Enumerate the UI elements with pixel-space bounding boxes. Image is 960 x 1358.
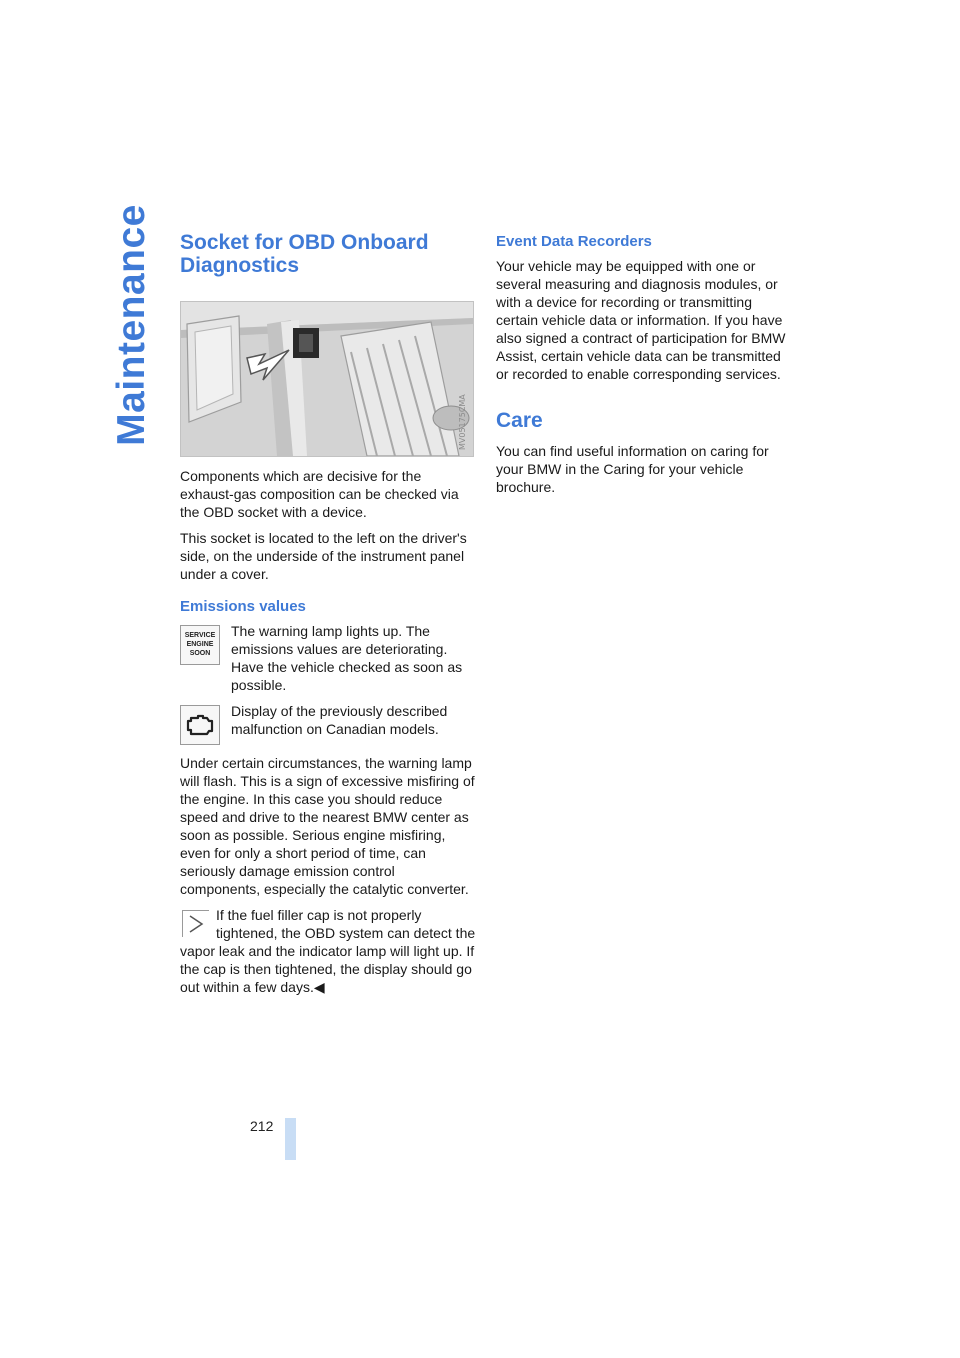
service-engine-soon-icon [180, 625, 220, 665]
sei-line-2: ENGINE [186, 641, 214, 648]
note-rest: vapor leak and the indicator lamp will light up. If the cap is then tightened, the display should go out within a few days. [180, 943, 475, 995]
intro-paragraph-1: Components which are decisive for the exhaust-gas composition can be checked via the OBD socket with a device. [180, 468, 459, 520]
right-column [496, 230, 792, 504]
svg-text:MV05175CMA: MV05175CMA [458, 394, 467, 450]
engine-symbol-row [180, 702, 476, 746]
sei-line-1: SERVICE [184, 632, 216, 639]
section-side-title [110, 204, 154, 446]
edr-heading: Event Data Recorders [496, 233, 652, 250]
section-title-text: Maintenance [110, 204, 154, 446]
obd-socket-illustration [180, 301, 474, 457]
fuel-cap-note [180, 906, 476, 996]
engine-check-icon [180, 705, 220, 745]
intro-paragraph-2: This socket is located to the left on the driver's side, on the underside of the instrument panel under a cover. [180, 530, 467, 582]
page-number-bar [285, 1118, 296, 1160]
note-first-line: If the fuel filler cap is not properly tightened, the OBD system can detect the [216, 907, 476, 941]
note-icon [182, 910, 209, 937]
obd-socket-drawing [181, 302, 473, 456]
end-mark-icon: ◀ [313, 979, 325, 995]
emissions-heading: Emissions values [180, 598, 306, 615]
emissions-body: Under certain circumstances, the warning lamp will flash. This is a sign of excessive misfiring of the engine. In this case you should reduce speed and drive to the nearest BMW center as soon as possible. Serious engine misfiring, even for only a short period of time, can seriously damage emission control components, especially the catalytic converter. [180, 755, 475, 897]
page-number: 212 [250, 1118, 274, 1134]
engine-symbol-text: Display of the previously described malfunction on Canadian models. [231, 703, 448, 737]
service-engine-soon-text: The warning lamp lights up. The emissions values are deteriorating. Have the vehicle checked as soon as possible. [231, 623, 463, 693]
obd-title: Socket for OBD Onboard Diagnostics [180, 231, 429, 277]
service-engine-soon-row [180, 622, 476, 694]
left-column [180, 230, 476, 996]
edr-body: Your vehicle may be equipped with one or several measuring and diagnosis modules, or with a device for recording or transmitting certain vehicle data or information. If you have also signed a contract of participation for BMW Assist, certain vehicle data can be transmitted or recorded to enable corresponding services. [496, 258, 786, 382]
care-heading: Care [496, 409, 543, 432]
sei-line-3: SOON [189, 650, 211, 657]
care-body: You can find useful information on caring for your BMW in the Caring for your vehicle brochure. [496, 443, 769, 495]
